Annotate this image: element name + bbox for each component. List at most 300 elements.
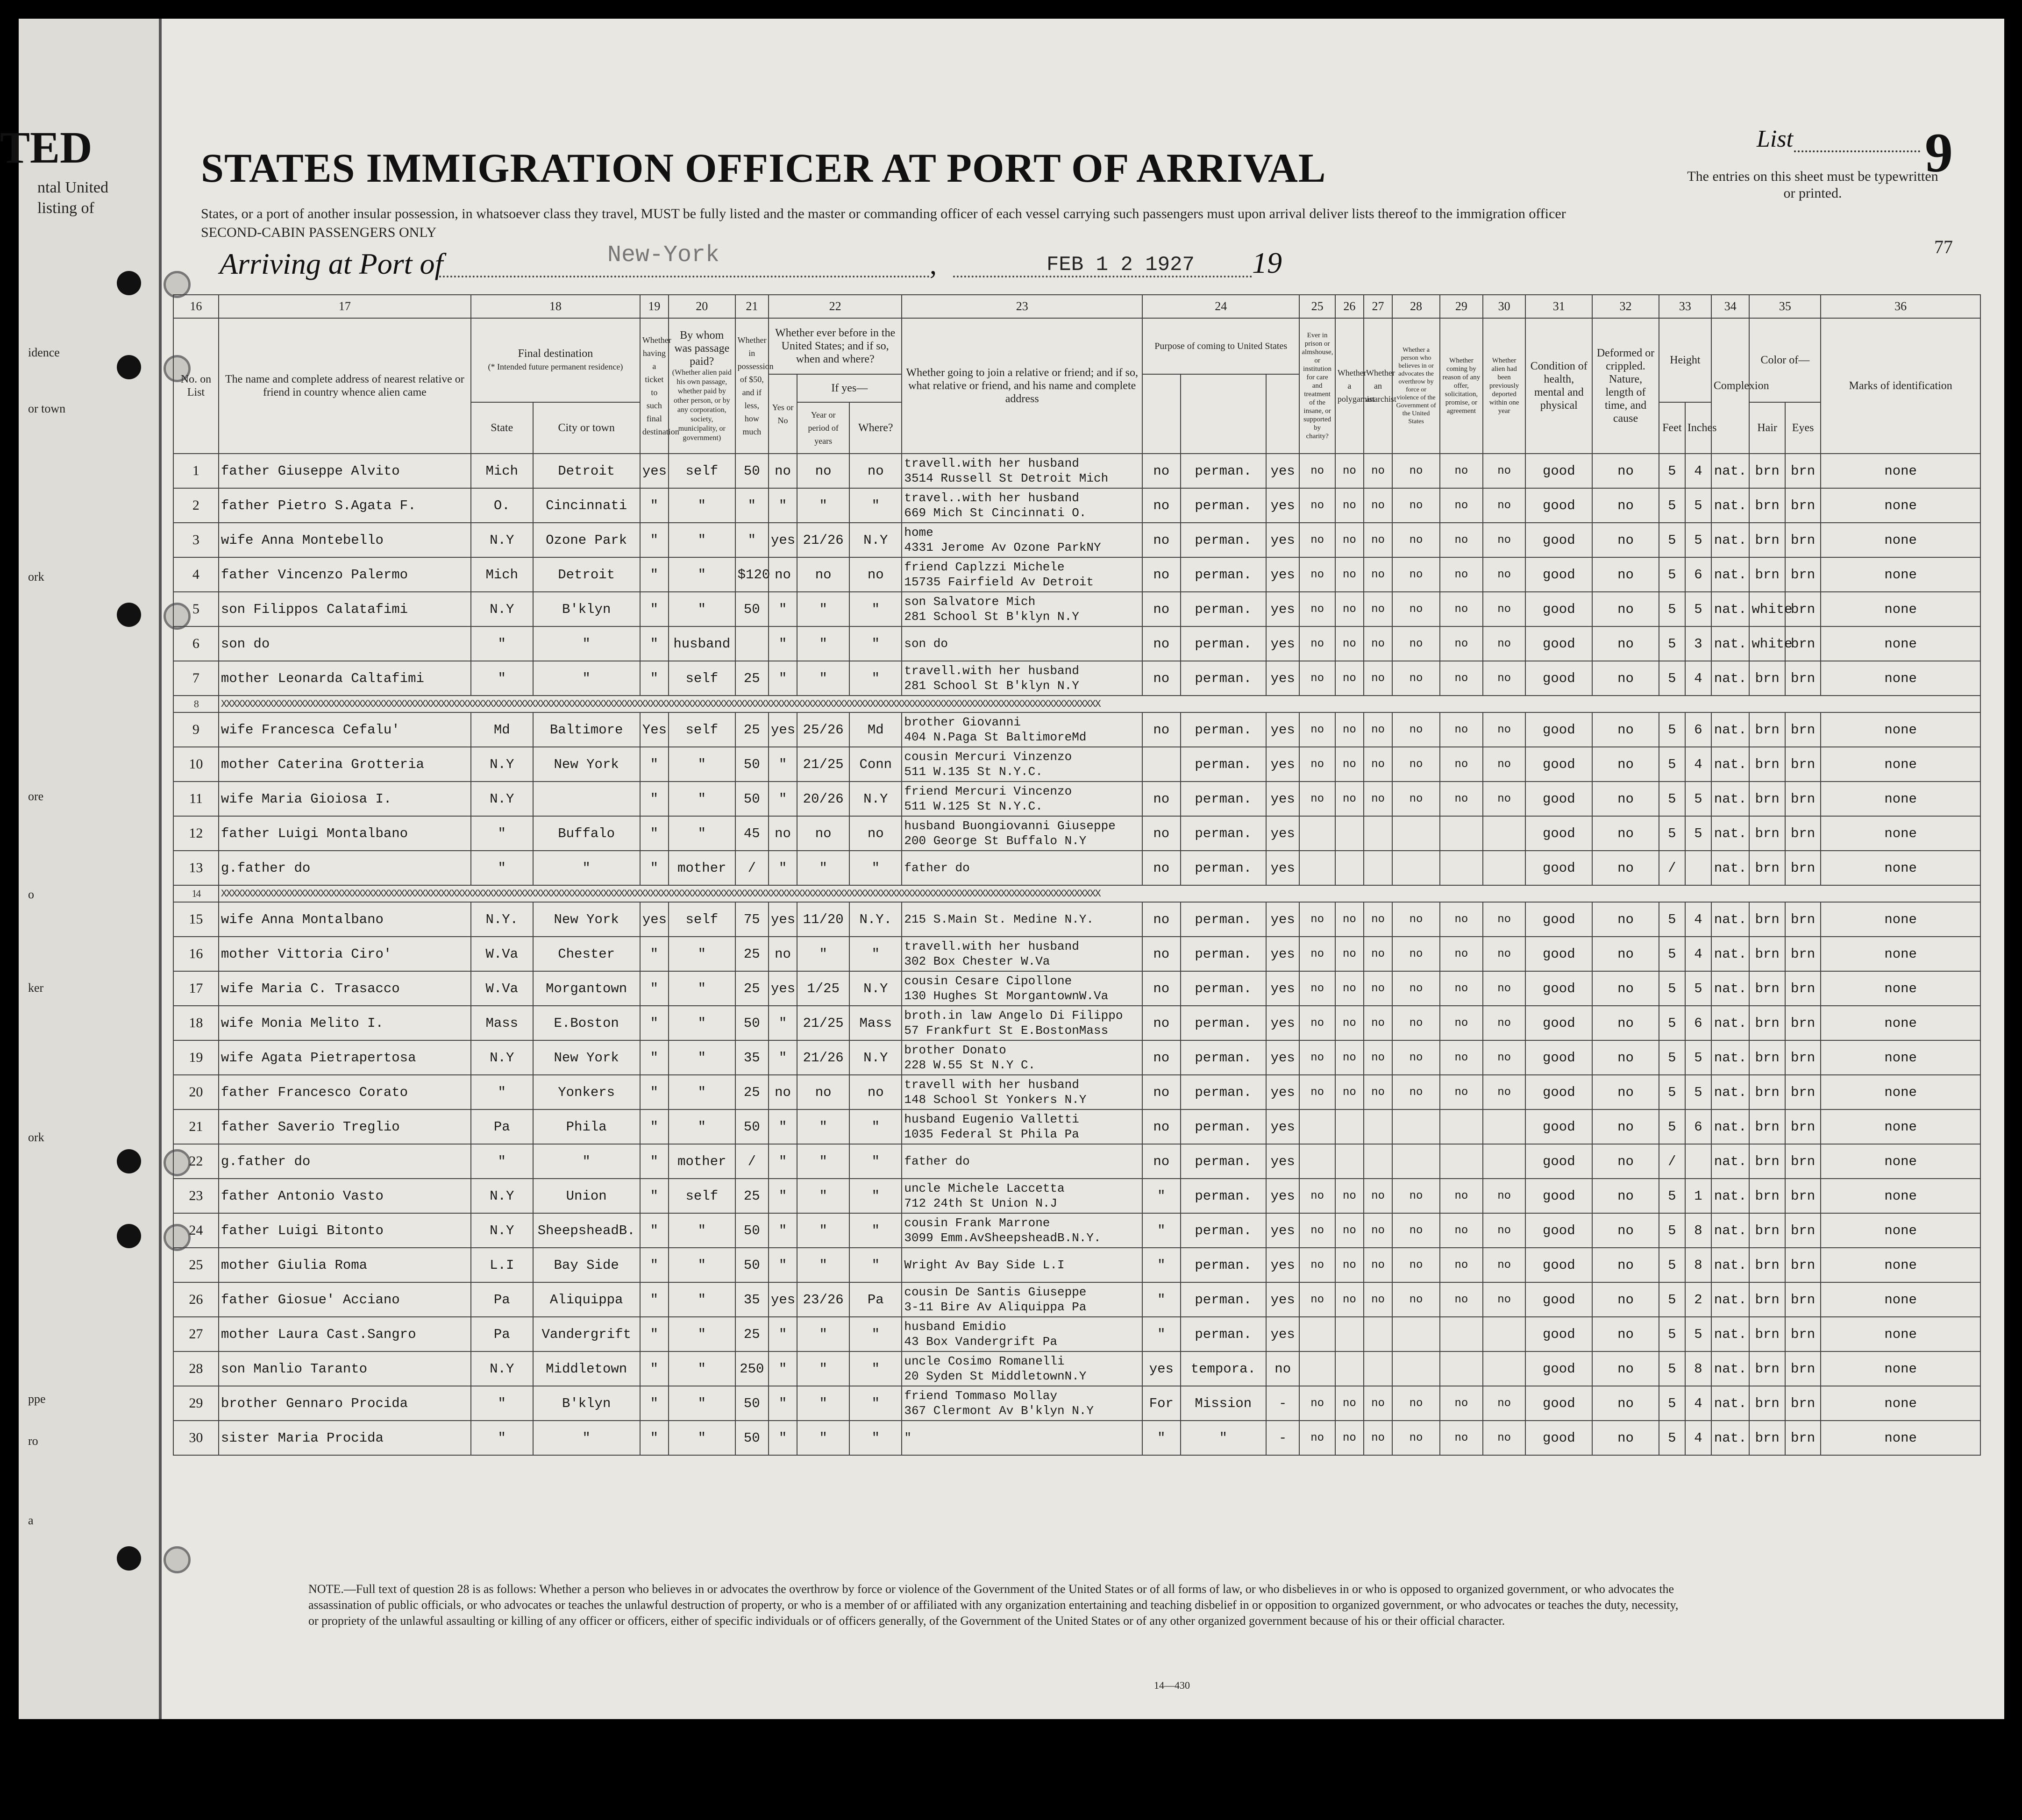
cell-c28: [1392, 1351, 1440, 1386]
cell-where: no: [849, 1075, 902, 1109]
cell-c26: no: [1335, 1213, 1364, 1248]
joining-line-1: husband Buongiovanni Giuseppe: [904, 819, 1116, 833]
joining-line-2: father do: [904, 861, 970, 875]
cell-health: good: [1525, 557, 1592, 592]
cell-city: New York: [533, 902, 640, 937]
cell-joining: [902, 851, 1142, 885]
cell-c30: no: [1483, 626, 1526, 661]
cell-c30: no: [1483, 661, 1526, 696]
cell-state: N.Y: [471, 592, 533, 626]
table-row: [173, 1040, 1980, 1075]
cell-inches: 5: [1685, 523, 1711, 557]
cell-hair: brn: [1749, 1144, 1785, 1179]
cell-where: Conn: [849, 747, 902, 782]
cell-deformed: no: [1592, 816, 1659, 851]
year-label: 19: [1252, 246, 1282, 279]
cell-city: ": [533, 1144, 640, 1179]
cell-health: good: [1525, 1421, 1592, 1455]
cell-p1: ": [1142, 1248, 1181, 1282]
cell-deformed: no: [1592, 661, 1659, 696]
cell-money: 25: [735, 1179, 769, 1213]
cell-deformed: no: [1592, 1282, 1659, 1317]
cell-c26: [1335, 1144, 1364, 1179]
cell-where: N.Y: [849, 971, 902, 1006]
cell-hair: brn: [1749, 1040, 1785, 1075]
cell-c28: no: [1392, 557, 1440, 592]
col-color: Color of—: [1749, 318, 1821, 402]
joining-line-2: 3514 Russell St Detroit Mich: [904, 471, 1109, 485]
cell-joining: [902, 747, 1142, 782]
cell-c30: no: [1483, 454, 1526, 488]
cell-feet: 5: [1659, 1351, 1685, 1386]
cell-hair: brn: [1749, 937, 1785, 971]
cell-state: N.Y: [471, 1213, 533, 1248]
cell-c25: no: [1299, 1386, 1335, 1421]
cell-c28: [1392, 851, 1440, 885]
cell-c25: [1299, 1317, 1335, 1351]
table-row: [173, 971, 1980, 1006]
cell-state: Md: [471, 712, 533, 747]
cell-joining: [902, 1040, 1142, 1075]
cell-c28: [1392, 1317, 1440, 1351]
cell-feet: 5: [1659, 1075, 1685, 1109]
cell-c30: no: [1483, 488, 1526, 523]
cell-feet: 5: [1659, 1213, 1685, 1248]
cell-eyes: brn: [1785, 592, 1821, 626]
left-page-stub: [0, 19, 162, 1719]
cell-c30: no: [1483, 1213, 1526, 1248]
cell-no: 26: [173, 1282, 219, 1317]
cell-c27: [1364, 1109, 1392, 1144]
cell-c28: no: [1392, 1179, 1440, 1213]
table-row: [173, 816, 1980, 851]
cell-p1: no: [1142, 661, 1181, 696]
cell-ticket: ": [640, 782, 669, 816]
header-note: States, or a port of another insular possession, in whatsoever class they travel, MUST be fully listed and the master or commanding officer of each vessel carrying such passengers must upon arrival deliver lists thereof to the immigration officer SECOND-CABIN PASSENGERS ONLY: [201, 206, 1566, 240]
col-prison: Ever in prison or almshouse, or institution for care and treatment of the insane, or supported by charity?: [1299, 318, 1335, 454]
cell-paid: ": [669, 1317, 735, 1351]
cell-c25: no: [1299, 902, 1335, 937]
cell-feet: /: [1659, 1144, 1685, 1179]
cell-joining: [902, 1109, 1142, 1144]
col-marks: Marks of identification: [1821, 318, 1980, 454]
cell-c28: no: [1392, 1040, 1440, 1075]
cell-eyes: brn: [1785, 1351, 1821, 1386]
cell-where: ": [849, 1421, 902, 1455]
joining-line-2: 215 S.Main St. Medine N.Y.: [904, 912, 1094, 926]
cell-rel: wife Maria Gioiosa I.: [219, 782, 471, 816]
cell-c28: no: [1392, 488, 1440, 523]
cell-year: ": [797, 1144, 849, 1179]
table-row: [173, 454, 1980, 488]
col-city: City or town: [533, 402, 640, 454]
cell-c29: [1440, 1317, 1483, 1351]
cell-complexion: nat.: [1711, 1006, 1750, 1040]
cell-hair: brn: [1749, 1213, 1785, 1248]
separator: ,: [930, 249, 937, 280]
cell-p3: no: [1266, 1351, 1299, 1386]
cell-money: 50: [735, 454, 769, 488]
cell-c26: no: [1335, 712, 1364, 747]
cell-c28: no: [1392, 661, 1440, 696]
cell-complexion: nat.: [1711, 592, 1750, 626]
table-row: [173, 902, 1980, 937]
cell-no: 20: [173, 1075, 219, 1109]
cell-state: ": [471, 1144, 533, 1179]
cell-where: N.Y: [849, 523, 902, 557]
joining-line-2: 43 Box Vandergrift Pa: [904, 1335, 1057, 1349]
cell-complexion: nat.: [1711, 1351, 1750, 1386]
cell-hair: white: [1749, 592, 1785, 626]
cell-eyes: brn: [1785, 1386, 1821, 1421]
cell-p3: yes: [1266, 971, 1299, 1006]
cell-c26: no: [1335, 1386, 1364, 1421]
joining-line-1: home: [904, 526, 933, 540]
cell-inches: 4: [1685, 937, 1711, 971]
col-state: State: [471, 402, 533, 454]
column-number-row: 16 17 18 19 20 21 22 23 24 25 26 27 28 29 30 31 32 33 34 35 36: [173, 295, 1980, 318]
cell-c29: no: [1440, 1421, 1483, 1455]
joining-line-2: son do: [904, 637, 948, 651]
cell-ticket: ": [640, 1386, 669, 1421]
cell-c30: [1483, 851, 1526, 885]
cell-paid: ": [669, 782, 735, 816]
cell-joining: [902, 1386, 1142, 1421]
cell-hair: brn: [1749, 1109, 1785, 1144]
cell-health: good: [1525, 592, 1592, 626]
cell-p2: perman.: [1181, 1075, 1266, 1109]
cell-no: 13: [173, 851, 219, 885]
cell-marks: none: [1821, 937, 1980, 971]
cell-marks: none: [1821, 902, 1980, 937]
cell-inches: 6: [1685, 1006, 1711, 1040]
cell-ever: ": [769, 592, 797, 626]
cell-ticket: ": [640, 1351, 669, 1386]
cell-c27: no: [1364, 902, 1392, 937]
arriving-label: Arriving at Port of: [220, 247, 443, 280]
cell-feet: 5: [1659, 971, 1685, 1006]
cell-inches: 5: [1685, 816, 1711, 851]
cell-where: ": [849, 592, 902, 626]
cell-rel: father Antonio Vasto: [219, 1179, 471, 1213]
cell-year: ": [797, 1179, 849, 1213]
cell-city: Buffalo: [533, 816, 640, 851]
cell-complexion: nat.: [1711, 661, 1750, 696]
cell-city: ": [533, 626, 640, 661]
cell-state: Mich: [471, 454, 533, 488]
cell-p1: no: [1142, 782, 1181, 816]
col-purpose: Purpose of coming to United States: [1142, 318, 1299, 374]
cell-rel: father Francesco Corato: [219, 1075, 471, 1109]
cell-health: good: [1525, 626, 1592, 661]
cell-p1: no: [1142, 1075, 1181, 1109]
cell-rel: father Luigi Montalbano: [219, 816, 471, 851]
cell-c28: [1392, 816, 1440, 851]
cell-marks: none: [1821, 488, 1980, 523]
cell-state: N.Y: [471, 523, 533, 557]
cell-no: 24: [173, 1213, 219, 1248]
cell-feet: 5: [1659, 592, 1685, 626]
cell-c26: [1335, 816, 1364, 851]
cell-c28: no: [1392, 971, 1440, 1006]
cell-eyes: brn: [1785, 1144, 1821, 1179]
cell-ticket: ": [640, 557, 669, 592]
cell-paid: ": [669, 488, 735, 523]
cell-money: 50: [735, 1109, 769, 1144]
cell-c29: no: [1440, 1006, 1483, 1040]
cell-joining: [902, 1248, 1142, 1282]
cell-c27: no: [1364, 1179, 1392, 1213]
cell-rel: son Filippos Calatafimi: [219, 592, 471, 626]
cell-p2: perman.: [1181, 971, 1266, 1006]
cell-complexion: nat.: [1711, 488, 1750, 523]
cell-feet: 5: [1659, 747, 1685, 782]
col-year: Year or period of years: [797, 402, 849, 454]
binder-hole: [117, 603, 141, 627]
cell-year: ": [797, 1317, 849, 1351]
cell-ever: ": [769, 851, 797, 885]
cell-no: 18: [173, 1006, 219, 1040]
cell-rel: wife Maria C. Trasacco: [219, 971, 471, 1006]
cell-feet: 5: [1659, 816, 1685, 851]
table-row: [173, 1075, 1980, 1109]
cell-no: 6: [173, 626, 219, 661]
cell-eyes: brn: [1785, 454, 1821, 488]
cell-ticket: ": [640, 1109, 669, 1144]
cell-health: good: [1525, 712, 1592, 747]
cell-where: N.Y: [849, 782, 902, 816]
cell-inches: 5: [1685, 782, 1711, 816]
cell-c25: no: [1299, 937, 1335, 971]
cell-c25: no: [1299, 488, 1335, 523]
cell-paid: ": [669, 1282, 735, 1317]
joining-line-1: friend Tommaso Mollay: [904, 1389, 1057, 1403]
cell-state: ": [471, 816, 533, 851]
stub-title: TED: [0, 122, 93, 172]
col-complexion: Complexion: [1711, 318, 1750, 454]
cell-eyes: brn: [1785, 1109, 1821, 1144]
cell-year: 25/26: [797, 712, 849, 747]
cell-c30: no: [1483, 902, 1526, 937]
cell-c29: [1440, 1109, 1483, 1144]
cell-ever: yes: [769, 523, 797, 557]
cell-c27: [1364, 816, 1392, 851]
cell-state: O.: [471, 488, 533, 523]
cell-inches: 4: [1685, 747, 1711, 782]
joining-line-1: cousin Mercuri Vinzenzo: [904, 750, 1072, 764]
cell-state: Pa: [471, 1109, 533, 1144]
cell-deformed: no: [1592, 523, 1659, 557]
cell-c26: no: [1335, 1282, 1364, 1317]
cell-where: ": [849, 626, 902, 661]
binder-hole: [117, 1224, 141, 1248]
cell-eyes: brn: [1785, 1075, 1821, 1109]
cell-no: 12: [173, 816, 219, 851]
cell-city: New York: [533, 1040, 640, 1075]
cell-money: 250: [735, 1351, 769, 1386]
cell-money: 50: [735, 1386, 769, 1421]
cell-deformed: no: [1592, 782, 1659, 816]
cell-no: 28: [173, 1351, 219, 1386]
table-row: [173, 1213, 1980, 1248]
cell-inches: [1685, 851, 1711, 885]
col-purpose-c: [1266, 374, 1299, 454]
cell-paid: ": [669, 592, 735, 626]
cell-ticket: ": [640, 1006, 669, 1040]
cell-eyes: brn: [1785, 1179, 1821, 1213]
col-if-yes: If yes—: [797, 374, 902, 402]
cell-joining: [902, 1421, 1142, 1455]
table-row: [173, 851, 1980, 885]
cell-city: Chester: [533, 937, 640, 971]
cell-hair: brn: [1749, 816, 1785, 851]
cell-hair: brn: [1749, 1317, 1785, 1351]
cell-c28: no: [1392, 747, 1440, 782]
cell-marks: none: [1821, 816, 1980, 851]
cell-c27: no: [1364, 971, 1392, 1006]
cell-state: ": [471, 1075, 533, 1109]
joining-line-2: Wright Av Bay Side L.I: [904, 1258, 1065, 1272]
cell-p2: perman.: [1181, 782, 1266, 816]
cell-c27: [1364, 1317, 1392, 1351]
table-row: [173, 782, 1980, 816]
cell-ever: ": [769, 1386, 797, 1421]
cell-c28: no: [1392, 1006, 1440, 1040]
cell-c29: no: [1440, 902, 1483, 937]
cell-state: N.Y: [471, 1040, 533, 1075]
cell-year: 23/26: [797, 1282, 849, 1317]
cell-ticket: ": [640, 937, 669, 971]
binder-hole: [117, 1149, 141, 1173]
arriving-port: New-York: [607, 242, 720, 269]
cell-no: 27: [173, 1317, 219, 1351]
cell-year: ": [797, 592, 849, 626]
cell-paid: ": [669, 971, 735, 1006]
cell-c30: no: [1483, 1248, 1526, 1282]
cell-p2: perman.: [1181, 1006, 1266, 1040]
cell-c25: [1299, 1351, 1335, 1386]
cell-ever: ": [769, 1040, 797, 1075]
cell-c30: no: [1483, 782, 1526, 816]
joining-line-1: husband Eugenio Valletti: [904, 1112, 1079, 1126]
stub-label: ker: [28, 981, 44, 995]
cell-ever: ": [769, 1248, 797, 1282]
cell-feet: 5: [1659, 1386, 1685, 1421]
col-feet: Feet: [1659, 402, 1685, 454]
cell-health: good: [1525, 1351, 1592, 1386]
cell-c26: [1335, 1351, 1364, 1386]
cell-eyes: brn: [1785, 902, 1821, 937]
cell-state: ": [471, 1421, 533, 1455]
cell-ever: no: [769, 1075, 797, 1109]
cell-p2: perman.: [1181, 1144, 1266, 1179]
cell-inches: 4: [1685, 902, 1711, 937]
cell-deformed: no: [1592, 1075, 1659, 1109]
cell-health: good: [1525, 1144, 1592, 1179]
cell-rel: wife Monia Melito I.: [219, 1006, 471, 1040]
cell-marks: none: [1821, 1351, 1980, 1386]
cell-paid: ": [669, 1109, 735, 1144]
cell-no: 21: [173, 1109, 219, 1144]
cell-p1: no: [1142, 592, 1181, 626]
cell-deformed: no: [1592, 1040, 1659, 1075]
cell-marks: none: [1821, 1075, 1980, 1109]
cell-state: N.Y: [471, 1179, 533, 1213]
cell-p1: no: [1142, 626, 1181, 661]
cell-joining: [902, 592, 1142, 626]
cell-p1: ": [1142, 1282, 1181, 1317]
cell-p3: yes: [1266, 488, 1299, 523]
cell-ever: no: [769, 816, 797, 851]
cell-feet: 5: [1659, 523, 1685, 557]
cell-p1: no: [1142, 971, 1181, 1006]
cell-money: 25: [735, 971, 769, 1006]
cell-paid: mother: [669, 1144, 735, 1179]
cell-health: good: [1525, 488, 1592, 523]
cell-p2: perman.: [1181, 1213, 1266, 1248]
cell-hair: brn: [1749, 712, 1785, 747]
cell-feet: 5: [1659, 902, 1685, 937]
cell-joining: [902, 488, 1142, 523]
cell-p2: perman.: [1181, 712, 1266, 747]
cell-c25: [1299, 1144, 1335, 1179]
cell-c25: no: [1299, 626, 1335, 661]
cell-city: New York: [533, 747, 640, 782]
cell-rel: wife Francesca Cefalu': [219, 712, 471, 747]
cell-health: good: [1525, 1075, 1592, 1109]
cell-c28: no: [1392, 454, 1440, 488]
cell-joining: [902, 1144, 1142, 1179]
table-row: [173, 592, 1980, 626]
cell-rel: wife Agata Pietrapertosa: [219, 1040, 471, 1075]
cell-health: good: [1525, 782, 1592, 816]
cell-c29: no: [1440, 937, 1483, 971]
cell-c29: no: [1440, 1282, 1483, 1317]
cell-health: good: [1525, 1317, 1592, 1351]
cell-money: 45: [735, 816, 769, 851]
cell-joining: [902, 626, 1142, 661]
cell-feet: 5: [1659, 1248, 1685, 1282]
cell-ticket: ": [640, 523, 669, 557]
cell-p3: yes: [1266, 592, 1299, 626]
cell-c25: [1299, 851, 1335, 885]
cell-inches: 6: [1685, 557, 1711, 592]
cell-health: good: [1525, 1282, 1592, 1317]
cell-ticket: ": [640, 626, 669, 661]
cell-c30: no: [1483, 937, 1526, 971]
cell-deformed: no: [1592, 1144, 1659, 1179]
cell-year: ": [797, 1386, 849, 1421]
cell-marks: none: [1821, 747, 1980, 782]
joining-line-1: brother Donato: [904, 1043, 1006, 1057]
cell-year: ": [797, 1351, 849, 1386]
cell-complexion: nat.: [1711, 937, 1750, 971]
table-row: [173, 1351, 1980, 1386]
col-deported: Whether alien had been previously deported within one year: [1483, 318, 1526, 454]
cell-paid: self: [669, 902, 735, 937]
cell-feet: 5: [1659, 1317, 1685, 1351]
cell-ticket: ": [640, 1144, 669, 1179]
manifest-page: [0, 19, 2004, 1719]
cell-city: ": [533, 1421, 640, 1455]
table-row: [173, 557, 1980, 592]
cell-where: ": [849, 1109, 902, 1144]
cell-rel: g.father do: [219, 1144, 471, 1179]
cell-where: ": [849, 937, 902, 971]
cell-city: Cincinnati: [533, 488, 640, 523]
cell-p3: yes: [1266, 1282, 1299, 1317]
cell-city: Union: [533, 1179, 640, 1213]
